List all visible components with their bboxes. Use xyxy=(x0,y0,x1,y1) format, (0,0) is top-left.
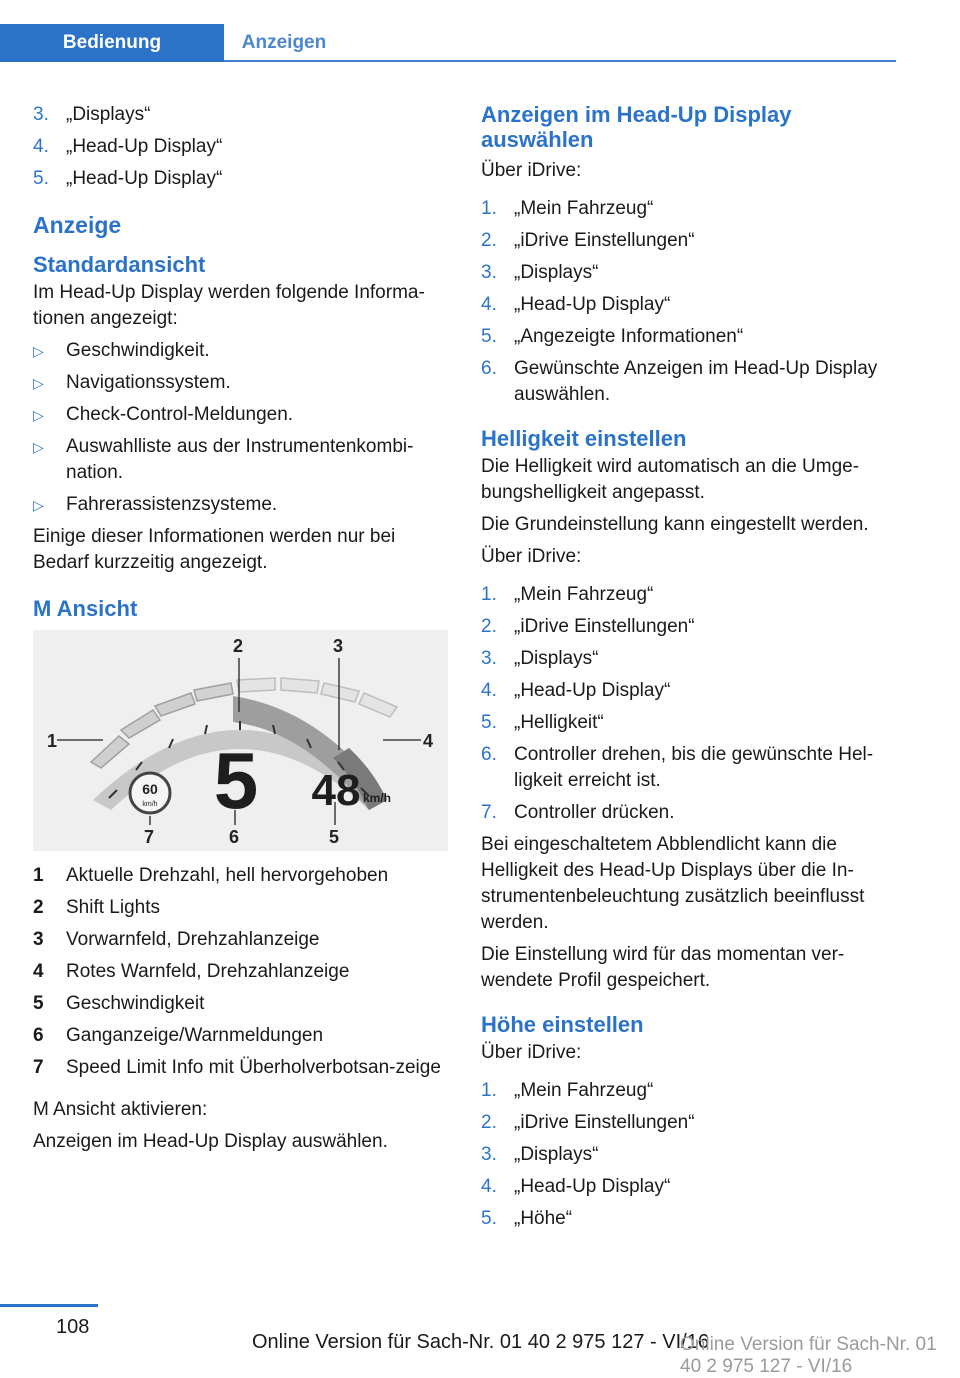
step-text: „Mein Fahrzeug“ xyxy=(514,198,654,219)
heading-anzeige: Anzeige xyxy=(33,212,122,238)
list-item xyxy=(33,402,448,428)
legend-text: Ganganzeige/Warnmeldungen xyxy=(66,1025,324,1046)
step-text: „Head-Up Display“ xyxy=(66,136,223,157)
gear-indicator: 5 xyxy=(213,736,259,825)
callout-4: 4 xyxy=(423,731,434,751)
paragraph-idrive-1: Über iDrive: xyxy=(481,160,582,181)
bullet-text: Navigationssystem. xyxy=(66,372,231,393)
step-number: 5. xyxy=(481,326,497,347)
list-item xyxy=(481,292,899,318)
legend-text: Aktuelle Drehzahl, hell hervorgehoben xyxy=(66,865,389,886)
speed-unit: km/h xyxy=(362,791,392,805)
bullet-text: Check-Control-Meldungen. xyxy=(66,404,294,425)
triangle-bullet-icon: ▷ xyxy=(33,407,44,423)
step-text: „iDrive Einstellungen“ xyxy=(514,616,695,637)
legend-number: 4 xyxy=(33,961,44,982)
step-number: 5. xyxy=(33,168,49,189)
hud-illustration xyxy=(33,630,448,851)
step-text: „Head-Up Display“ xyxy=(514,1176,671,1197)
section-tab-anzeigen: Anzeigen xyxy=(241,32,327,53)
watermark-text: Online Version für Sach-Nr. 01 40 2 975 127 - VI/16 xyxy=(680,1334,937,1377)
callout-3: 3 xyxy=(333,636,344,656)
step-number: 2. xyxy=(481,230,497,251)
legend-item xyxy=(33,1055,448,1081)
legend-number: 7 xyxy=(33,1057,44,1078)
list-item xyxy=(481,800,899,826)
bullet-text: Auswahlliste aus der Instrumentenkombi-nation. xyxy=(66,436,414,483)
list-item xyxy=(33,338,448,364)
paragraph-hell-1: Die Helligkeit wird automatisch an die Umge-bungshelligkeit angepasst. xyxy=(481,456,860,503)
callout-7: 7 xyxy=(144,827,155,847)
steps-list-helligkeit xyxy=(481,582,899,826)
step-text: „Mein Fahrzeug“ xyxy=(514,1080,654,1101)
step-text: Controller drücken. xyxy=(514,802,675,823)
step-text: Controller drehen, bis die gewünschte Hel-ligkeit erreicht ist. xyxy=(514,744,874,791)
shift-light-segment xyxy=(359,693,397,717)
step-text: „Mein Fahrzeug“ xyxy=(514,584,654,605)
list-item xyxy=(481,742,899,794)
legend-item xyxy=(33,1023,448,1049)
callout-1: 1 xyxy=(47,731,58,751)
paragraph-auswaehlen: Anzeigen im Head-Up Display auswählen. xyxy=(33,1131,388,1152)
paragraph-profil: Die Einstellung wird für das momentan ver-wendete Profil gespeichert. xyxy=(481,944,845,991)
legend-text: Rotes Warnfeld, Drehzahlanzeige xyxy=(66,961,350,982)
step-text: „iDrive Einstellungen“ xyxy=(514,230,695,251)
list-item xyxy=(481,1110,899,1136)
step-text: „Displays“ xyxy=(66,104,151,125)
list-item xyxy=(33,370,448,396)
steps-list-top xyxy=(33,102,448,192)
legend-number: 1 xyxy=(33,865,44,886)
callout-2: 2 xyxy=(233,636,244,656)
step-number: 3. xyxy=(33,104,49,125)
list-item xyxy=(33,166,448,192)
hud-m-view-figure xyxy=(33,630,448,851)
list-item xyxy=(33,434,448,486)
legend-number: 5 xyxy=(33,993,44,1014)
list-item xyxy=(481,1142,899,1168)
triangle-bullet-icon: ▷ xyxy=(33,343,44,359)
speed-limit-value: 60 xyxy=(142,781,158,797)
page-number: 108 xyxy=(56,1316,90,1338)
legend-text: Speed Limit Info mit Überholverbotsan-zeige xyxy=(66,1057,441,1078)
step-text: „Head-Up Display“ xyxy=(66,168,223,189)
legend-item xyxy=(33,927,448,953)
list-item xyxy=(481,678,899,704)
shift-light-segment xyxy=(321,683,359,702)
list-item xyxy=(481,356,899,408)
right-column xyxy=(481,102,899,1238)
step-number: 4. xyxy=(481,294,497,315)
legend-item xyxy=(33,959,448,985)
callout-5: 5 xyxy=(329,827,340,847)
heading-hoehe: Höhe einstellen xyxy=(481,1012,644,1037)
list-item xyxy=(481,196,899,222)
steps-list-anzeigen xyxy=(481,196,899,408)
step-number: 2. xyxy=(481,616,497,637)
step-text: „Displays“ xyxy=(514,1144,599,1165)
bullet-text: Geschwindigkeit. xyxy=(66,340,210,361)
step-text: „Head-Up Display“ xyxy=(514,294,671,315)
list-item xyxy=(33,492,448,518)
legend-text: Geschwindigkeit xyxy=(66,993,205,1014)
step-number: 3. xyxy=(481,262,497,283)
heading-m-ansicht: M Ansicht xyxy=(33,596,138,621)
heading-anzeigen-hud: Anzeigen im Head-Up Display auswählen xyxy=(481,102,792,152)
step-number: 1. xyxy=(481,198,497,219)
shift-light-segment xyxy=(121,710,160,738)
page-header xyxy=(0,24,896,62)
figure-legend xyxy=(33,863,448,1081)
triangle-bullet-icon: ▷ xyxy=(33,375,44,391)
legend-item xyxy=(33,895,448,921)
step-number: 5. xyxy=(481,712,497,733)
shift-light-segment xyxy=(155,693,195,716)
step-number: 6. xyxy=(481,744,497,765)
list-item xyxy=(481,710,899,736)
step-number: 3. xyxy=(481,1144,497,1165)
heading-standardansicht: Standardansicht xyxy=(33,252,206,277)
section-tab-bedienung: Bedienung xyxy=(0,24,224,62)
paragraph-idrive-2: Über iDrive: xyxy=(481,546,582,567)
shift-light-segment xyxy=(91,736,129,768)
step-number: 3. xyxy=(481,648,497,669)
step-number: 5. xyxy=(481,1208,497,1229)
list-item xyxy=(481,260,899,286)
list-item xyxy=(33,102,448,128)
list-item xyxy=(481,614,899,640)
steps-list-hoehe xyxy=(481,1078,899,1232)
step-text: „iDrive Einstellungen“ xyxy=(514,1112,695,1133)
list-item xyxy=(481,228,899,254)
legend-text: Vorwarnfeld, Drehzahlanzeige xyxy=(66,929,320,950)
step-number: 6. xyxy=(481,358,497,379)
shift-light-segment xyxy=(237,678,275,692)
shift-light-segment xyxy=(194,683,233,701)
step-text: Gewünschte Anzeigen im Head-Up Display auswählen. xyxy=(514,358,878,405)
footer-divider xyxy=(0,1304,98,1307)
list-item xyxy=(481,1174,899,1200)
legend-text: Shift Lights xyxy=(66,897,160,918)
step-number: 1. xyxy=(481,1080,497,1101)
shift-light-segment xyxy=(281,678,319,693)
step-text: „Höhe“ xyxy=(514,1208,573,1229)
bullet-text: Fahrerassistenzsysteme. xyxy=(66,494,278,515)
paragraph-abblendlicht: Bei eingeschaltetem Abblendlicht kann die Helligkeit des Head-Up Displays über die In-strumentenbeleuchtung zusätzlich beeinflusst werden. xyxy=(481,834,865,933)
paragraph-idrive-3: Über iDrive: xyxy=(481,1042,582,1063)
list-item xyxy=(481,582,899,608)
footer-version-text: Online Version für Sach-Nr. 01 40 2 975 127 - VI/16 xyxy=(252,1331,709,1353)
step-number: 4. xyxy=(33,136,49,157)
legend-number: 6 xyxy=(33,1025,44,1046)
step-text: „Head-Up Display“ xyxy=(514,680,671,701)
speed-limit-unit: km/h xyxy=(142,801,158,808)
step-number: 7. xyxy=(481,802,497,823)
step-number: 2. xyxy=(481,1112,497,1133)
legend-number: 3 xyxy=(33,929,44,950)
paragraph-standard: Im Head-Up Display werden folgende Informa-tionen angezeigt: xyxy=(33,282,425,329)
step-number: 4. xyxy=(481,1176,497,1197)
list-item xyxy=(33,134,448,160)
list-item xyxy=(481,1078,899,1104)
heading-helligkeit: Helligkeit einstellen xyxy=(481,426,687,451)
step-text: „Helligkeit“ xyxy=(514,712,604,733)
list-item xyxy=(481,1206,899,1232)
list-item xyxy=(481,646,899,672)
step-number: 1. xyxy=(481,584,497,605)
paragraph-aktivieren: M Ansicht aktivieren: xyxy=(33,1099,208,1120)
triangle-bullet-icon: ▷ xyxy=(33,439,44,455)
header-divider xyxy=(224,60,896,62)
paragraph-hell-2: Die Grundeinstellung kann eingestellt werden. xyxy=(481,514,869,535)
callout-6: 6 xyxy=(229,827,240,847)
step-text: „Angezeigte Informationen“ xyxy=(514,326,744,347)
left-column xyxy=(33,102,448,1161)
bullet-list xyxy=(33,338,448,518)
step-number: 4. xyxy=(481,680,497,701)
step-text: „Displays“ xyxy=(514,262,599,283)
triangle-bullet-icon: ▷ xyxy=(33,497,44,513)
legend-item xyxy=(33,863,448,889)
step-text: „Displays“ xyxy=(514,648,599,669)
speed-value: 48 xyxy=(311,766,361,815)
legend-number: 2 xyxy=(33,897,44,918)
paragraph-einige: Einige dieser Informationen werden nur bei Bedarf kurzzeitig angezeigt. xyxy=(33,526,396,573)
list-item xyxy=(481,324,899,350)
legend-item xyxy=(33,991,448,1017)
